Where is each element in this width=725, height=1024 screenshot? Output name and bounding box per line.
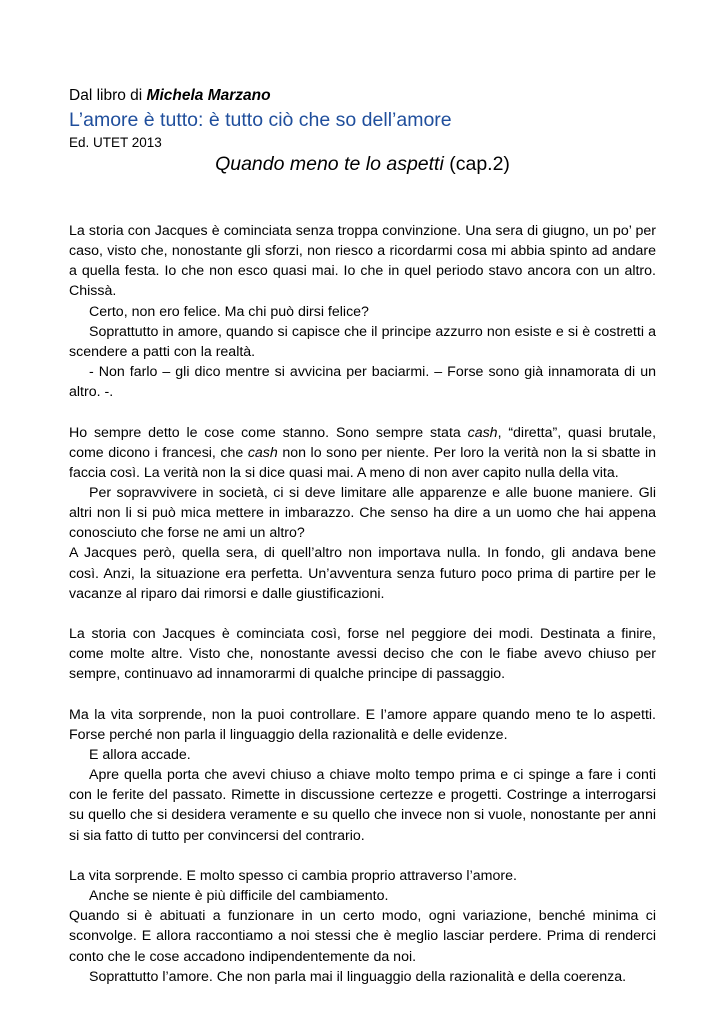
chapter-number: (cap.2): [443, 153, 510, 175]
paragraph: Quando si è abituati a funzionare in un certo modo, ogni variazione, benché minima ci sconvolge. E allora raccontiamo a noi stessi che è meglio lasciar perdere. Prima di renderci conto che le cose accadono indipendentemente da noi.: [69, 908, 656, 965]
chapter-title: Quando meno te lo aspetti: [215, 153, 444, 175]
book-prefix: Dal libro di: [69, 87, 147, 104]
paragraph-text: , “diretta”, quasi brutale, come dicono i francesi, che: [69, 424, 657, 461]
paragraph: E allora accade.: [89, 747, 191, 764]
paragraph: La vita sorprende. E molto spesso ci cambia proprio attraverso l’amore.: [69, 867, 517, 884]
body-text: [69, 221, 656, 987]
paragraph: A Jacques però, quella sera, di quell’altro non importava nulla. In fondo, gli andava bene così. Anzi, la situazione era perfetta. Un’avventura senza futuro poco prima di partire per le vacanze al riparo dai rimorsi e dalle giustificazioni.: [69, 545, 656, 602]
paragraph-text: Ho sempre detto le cose come stanno. Sono sempre stata: [69, 424, 468, 441]
paragraph: [69, 423, 656, 483]
italic-word: cash: [247, 444, 278, 461]
paragraph: La storia con Jacques è cominciata senza troppa convinzione. Una sera di giugno, un po’ per caso, visto che, nonostante gli sforzi, non riesco a ricordarmi cosa mi abbia spinto ad andare a quella festa. Io che non esco quasi mai. Io che in quel periodo stavo ancora con un altro. Chissà.: [69, 223, 656, 300]
paragraph: Ma la vita sorprende, non la puoi controllare. E l’amore appare quando meno te lo aspetti. Forse perché non parla il linguaggio della razionalità e delle evidenze.: [69, 706, 656, 743]
author-name: Michela Marzano: [146, 87, 271, 104]
paragraph-text: non lo sono per niente. Per loro la verità non la si sbatte in faccia così. La verità non la si dice quasi mai. A meno di non aver capito nulla della vita.: [69, 444, 656, 481]
paragraph: Anche se niente è più difficile del cambiamento.: [89, 888, 389, 905]
paragraph: Soprattutto in amore, quando si capisce che il principe azzurro non esiste e si è costretti a scendere a patti con la realtà.: [69, 323, 656, 360]
edition-info: Ed. UTET 2013: [69, 135, 162, 150]
paragraph: Soprattutto l’amore. Che non parla mai il linguaggio della razionalità e della coerenza.: [89, 968, 627, 985]
book-source-line: [69, 86, 271, 106]
paragraph: Apre quella porta che avevi chiuso a chiave molto tempo prima e ci spinge a fare i conti con le ferite del passato. Rimette in discussione certezze e progetti. Costringe a interrogarsi su quello che si desidera veramente e su quello che invece non si vuole, nonostante per anni si sia fatto di tutto per convincersi del contrario.: [69, 767, 656, 844]
italic-word: cash: [467, 424, 498, 441]
book-title: L’amore è tutto: è tutto ciò che so dell’amore: [69, 109, 452, 131]
paragraph: Per sopravvivere in società, ci si deve limitare alle apparenze e alle buone maniere. Gli altri non li si può mica mettere in imbarazzo. Che senso ha dire a un uomo che hai appena conosciuto che forse ne ami un altro?: [69, 485, 656, 542]
paragraph: La storia con Jacques è cominciata così, forse nel peggiore dei modi. Destinata a finire, come molte altre. Visto che, nonostante avessi deciso che con le fiabe avevo chiuso per sempre, continuavo ad innamorarmi di qualche principe di passaggio.: [69, 626, 656, 683]
chapter-heading: [69, 151, 656, 177]
paragraph: - Non farlo – gli dico mentre si avvicina per baciarmi. – Forse sono già innamorata di un altro. -.: [69, 364, 656, 401]
paragraph: Certo, non ero felice. Ma chi può dirsi felice?: [89, 303, 369, 320]
